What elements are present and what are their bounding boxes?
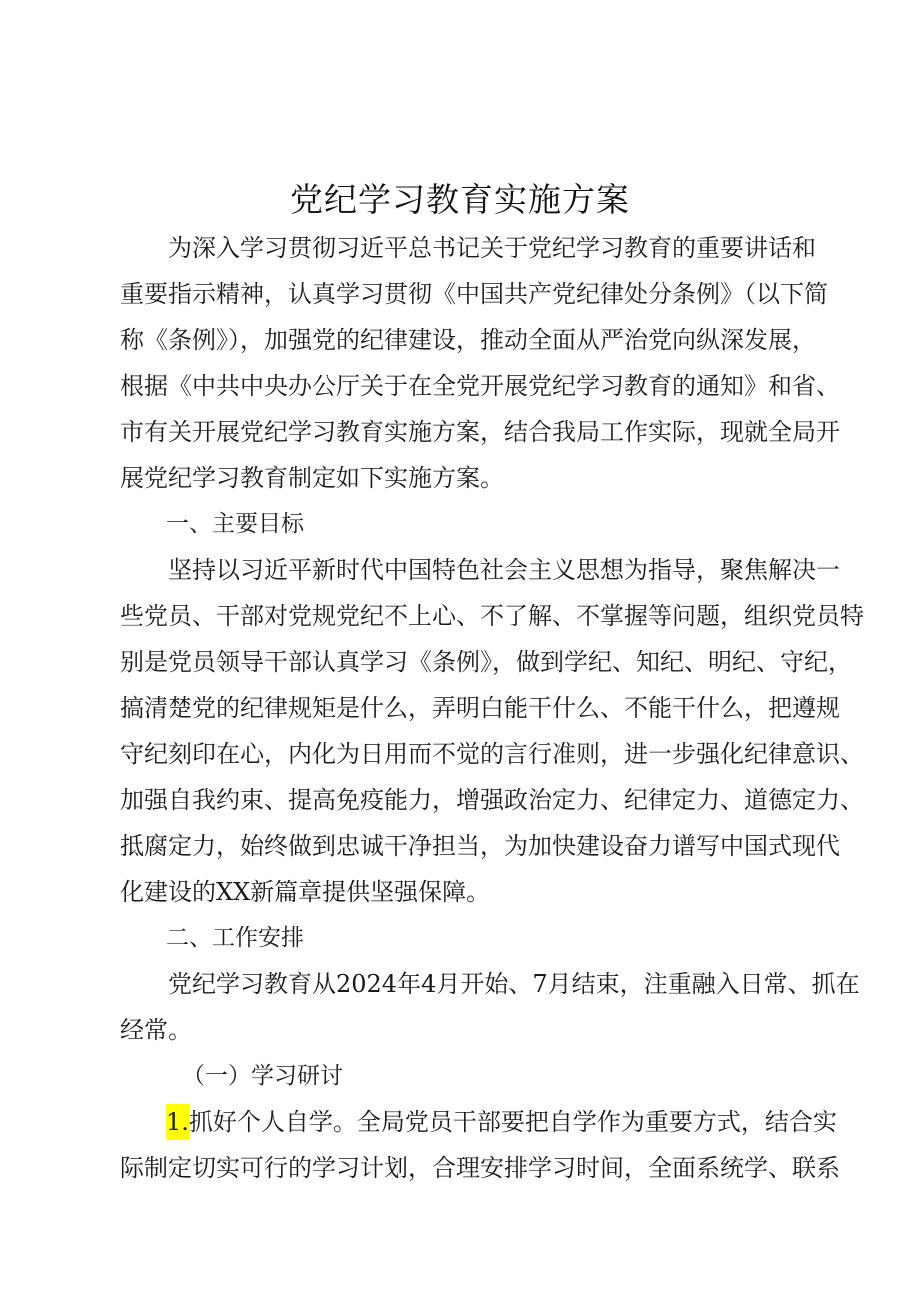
section-heading: 二、工作安排 bbox=[166, 925, 304, 951]
paragraph-line: 展党纪学习教育制定如下实施方案。 bbox=[120, 464, 504, 492]
section-heading: 一、主要目标 bbox=[166, 511, 304, 537]
paragraph-line: 化建设的XX新篇章提供坚强保障。 bbox=[120, 878, 491, 906]
subsection-heading: （一）学习研讨 bbox=[182, 1063, 343, 1089]
document-title: 党纪学习教育实施方案 bbox=[290, 180, 630, 219]
paragraph-line: 称《条例》），加强党的纪律建设，推动全面从严治党向纵深发展， bbox=[120, 326, 816, 354]
paragraph-line: 经常。 bbox=[120, 1016, 192, 1044]
paragraph-line: 坚持以习近平新时代中国特色社会主义思想为指导，聚焦解决一 bbox=[168, 556, 840, 584]
paragraph-line: 为深入学习贯彻习近平总书记关于党纪学习教育的重要讲话和 bbox=[168, 234, 816, 262]
paragraph-line: 际制定切实可行的学习计划，合理安排学习时间，全面系统学、联系 bbox=[120, 1154, 840, 1182]
list-item-line bbox=[166, 1104, 837, 1140]
paragraph-line: 搞清楚党的纪律规矩是什么，弄明白能干什么、不能干什么，把遵规 bbox=[120, 694, 840, 722]
paragraph-line: 些党员、干部对党规党纪不上心、不了解、不掌握等问题，组织党员特 bbox=[120, 602, 864, 630]
paragraph-line: 抵腐定力，始终做到忠诚干净担当，为加快建设奋力谱写中国式现代 bbox=[120, 832, 840, 860]
paragraph-line: 重要指示精神，认真学习贯彻《中国共产党纪律处分条例》（以下简 bbox=[120, 280, 828, 308]
item-number-highlight: 1. bbox=[166, 1104, 189, 1140]
paragraph-line: 根据《中共中央办公厅关于在全党开展党纪学习教育的通知》和省、 bbox=[120, 372, 840, 400]
paragraph-line: 守纪刻印在心，内化为日用而不觉的言行准则，进一步强化纪律意识、 bbox=[120, 740, 864, 768]
paragraph-line: 党纪学习教育从2024年4月开始、7月结束，注重融入日常、抓在 bbox=[168, 970, 860, 998]
paragraph-text: 抓好个人自学。全局党员干部要把自学作为重要方式，结合实 bbox=[188, 1108, 837, 1136]
paragraph-line: 加强自我约束、提高免疫能力，增强政治定力、纪律定力、道德定力、 bbox=[120, 786, 864, 814]
paragraph-line: 市有关开展党纪学习教育实施方案，结合我局工作实际，现就全局开 bbox=[120, 418, 840, 446]
paragraph-line: 别是党员领导干部认真学习《条例》，做到学纪、知纪、明纪、守纪， bbox=[120, 648, 852, 676]
